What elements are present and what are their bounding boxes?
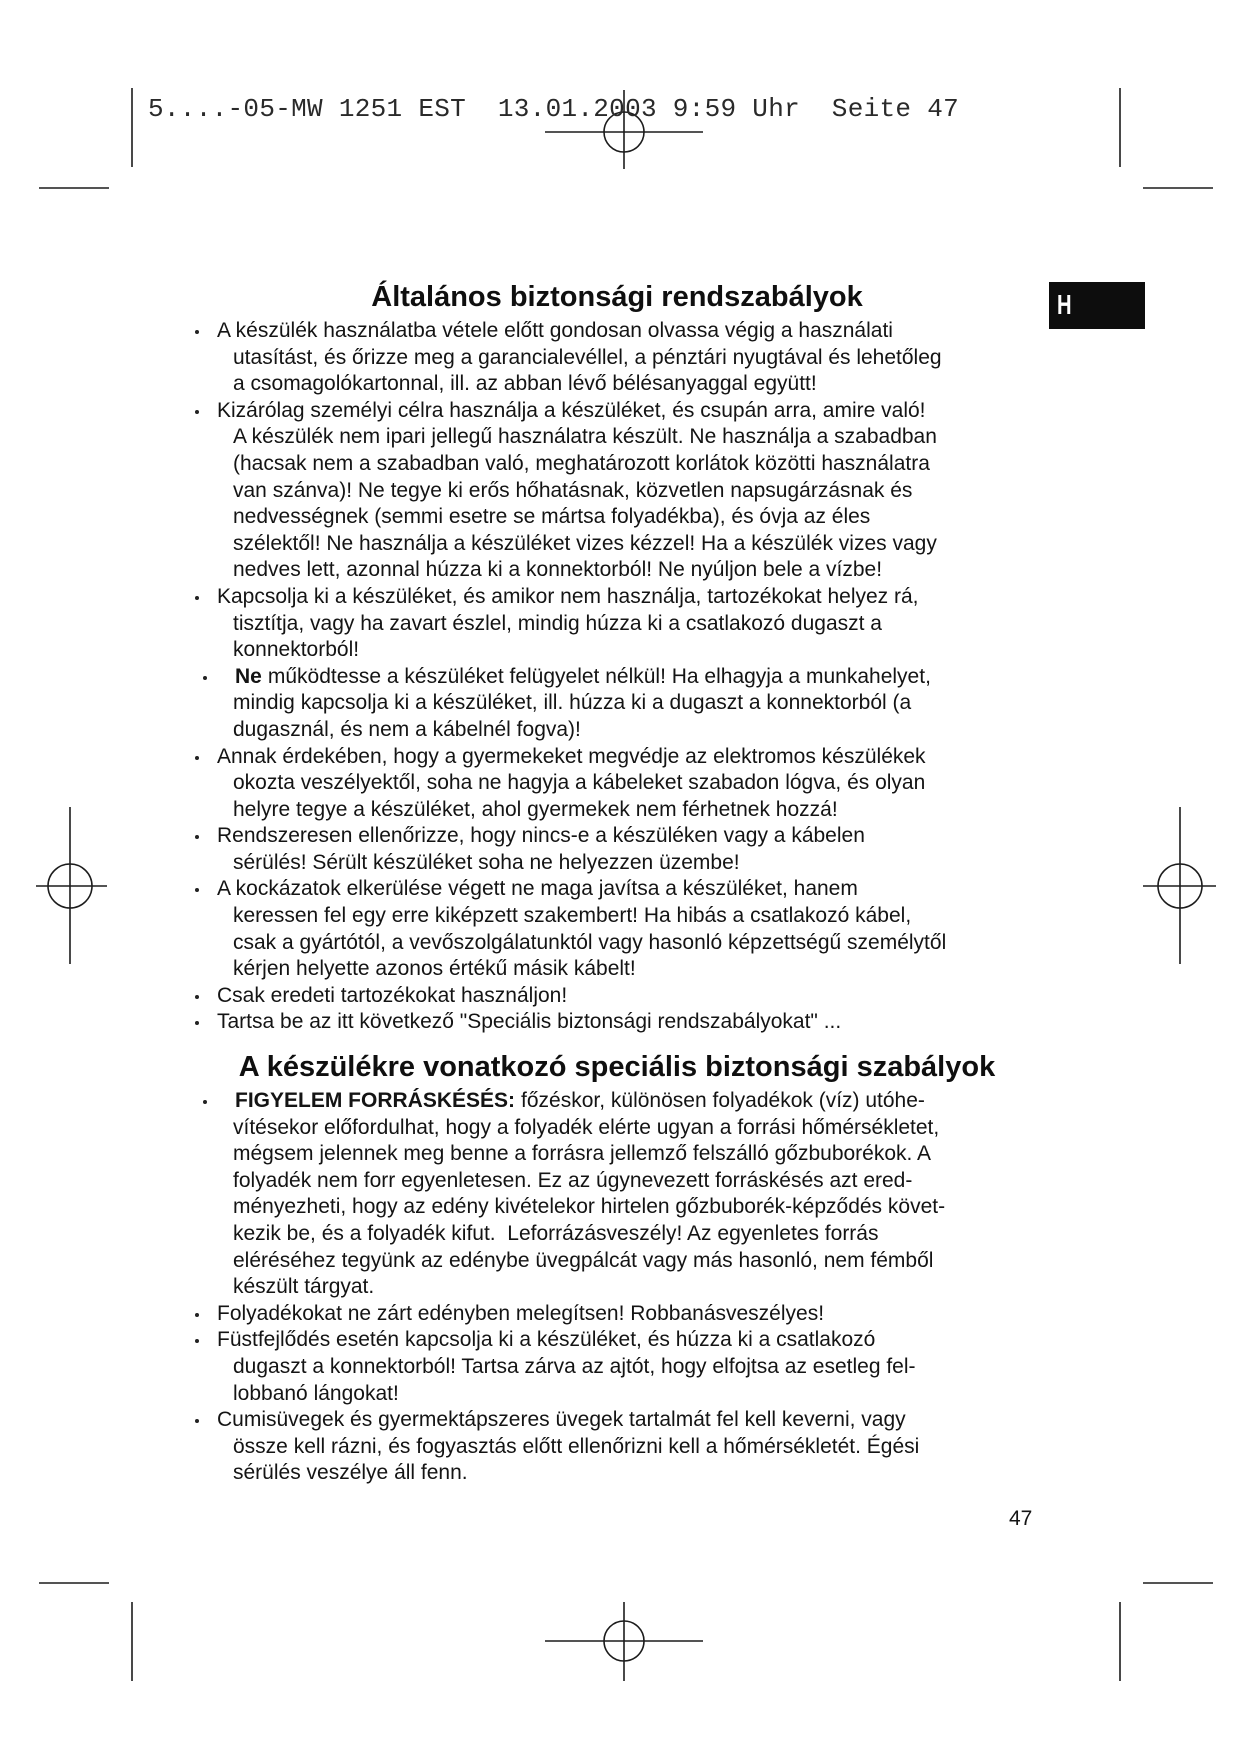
bullet-item [0, 823, 1241, 876]
line-text: keressen fel egy erre kiképzett szakembert! Ha hibás a csatlakozó kábel, [233, 904, 912, 928]
line-text: A készülék nem ipari jellegű használatra készült. Ne használja a szabadban [233, 425, 937, 449]
line-text: utasítást, és őrizze meg a garancialevéllel, a pénztári nyugtával és lehetőleg [233, 345, 942, 369]
bullet-icon [195, 596, 199, 600]
item-first-line [0, 398, 1241, 425]
bullet-item [0, 398, 1241, 584]
bullet-item [0, 1088, 1241, 1301]
item-first-line [0, 1009, 1241, 1036]
bullet-item [0, 584, 1241, 664]
line-text: folyadék nem forr egyenletesen. Ez az úgynevezett forráskésés azt ered- [233, 1168, 913, 1192]
bullet-icon [195, 1419, 199, 1423]
registration-mark-bottom [545, 1602, 703, 1681]
item-first-line [0, 1301, 1241, 1328]
bullet-icon [195, 1313, 199, 1317]
general-safety-list [0, 318, 1241, 1036]
emphasis-lead: FIGYELEM FORRÁSKÉSÉS: [235, 1089, 516, 1112]
line-text: készült tárgyat. [233, 1275, 375, 1299]
line-text: Folyadékokat ne zárt edényben melegítsen! Robbanásveszélyes! [217, 1301, 825, 1325]
bullet-icon [195, 330, 199, 334]
line-text: Csak eredeti tartozékokat használjon! [217, 983, 568, 1007]
bullet-icon [203, 1100, 207, 1104]
bullet-item [0, 983, 1241, 1010]
line-text: dugasznál, és nem a kábelnél fogva)! [233, 717, 581, 741]
line-text: okozta veszélyektől, soha ne hagyja a kábeleket szabadon lógva, és olyan [233, 771, 926, 795]
bullet-icon [195, 410, 199, 414]
print-slug-header: 5....-05-MW 1251 EST 13.01.2003 9:59 Uhr Seite 47 [148, 94, 960, 124]
item-first-line [0, 983, 1241, 1010]
item-first-line [0, 876, 1241, 903]
line-text: kezik be, és a folyadék kifut. Leforrázásveszély! Az egyenletes forrás [233, 1221, 879, 1245]
bullet-item [0, 1301, 1241, 1328]
line-text: sérülés! Sérült készüléket soha ne helyezzen üzembe! [233, 850, 740, 874]
section-title-special-safety: A készülékre vonatkozó speciális biztonsági szabályok [238, 1051, 996, 1083]
line-text: sérülés veszélye áll fenn. [233, 1461, 468, 1485]
line-text: A készülék használatba vétele előtt gondosan olvassa végig a használati [217, 319, 893, 342]
bullet-icon [195, 995, 199, 999]
line-text: eléréséhez tegyünk az edénybe üvegpálcát vagy más hasonló, nem fémből [233, 1248, 934, 1272]
line-text: Füstfejlődés esetén kapcsolja ki a készüléket, és húzza ki a csatlakozó [217, 1328, 876, 1352]
line-text: kérjen helyette azonos értékű másik kábelt! [233, 957, 636, 981]
line-text: össze kell rázni, és fogyasztás előtt ellenőrizni kell a hőmérsékletét. Égési [233, 1434, 920, 1458]
line-text: szélektől! Ne használja a készüléket vizes kézzel! Ha a készülék vizes vagy [233, 531, 937, 555]
line-text: mindig kapcsolja ki a készüléket, ill. húzza ki a dugaszt a konnektorból (a [233, 691, 912, 715]
item-first-line [0, 823, 1241, 850]
line-text: A kockázatok elkerülése végett ne maga javítsa a készüléket, hanem [217, 877, 858, 901]
bullet-icon [195, 1339, 199, 1343]
bullet-item [0, 744, 1241, 824]
bullet-icon [195, 756, 199, 760]
line-text: Tartsa be az itt következő "Speciális biztonsági rendszabályokat" ... [217, 1010, 842, 1034]
line-text: nedves lett, azonnal húzza ki a konnektorból! Ne nyúljon bele a vízbe! [233, 558, 883, 582]
bullet-item [0, 1009, 1241, 1036]
line-text: vítésekor előfordulhat, hogy a folyadék elérte ugyan a forrási hőmérsékletet, [233, 1115, 940, 1139]
bullet-item [0, 664, 1241, 744]
item-first-line [0, 664, 1241, 691]
bullet-item [0, 1327, 1241, 1407]
item-first-line [0, 1407, 1241, 1434]
line-text: (hacsak nem a szabadban való, meghatározott korlátok közötti használatra [233, 451, 930, 475]
item-first-line [0, 744, 1241, 771]
line-text: működtesse a készüléket felügyelet nélkül! Ha elhagyja a munkahelyet, [267, 664, 931, 688]
line-text: nedvességnek (semmi esetre se mártsa folyadékba), és óvja az éles [233, 505, 871, 529]
line-text: Annak érdekében, hogy a gyermekeket megvédje az elektromos készülékek [217, 744, 926, 768]
bullet-icon [195, 1021, 199, 1025]
language-tab-label: H [1057, 289, 1072, 320]
line-text: tisztítja, vagy ha zavart észlel, mindig húzza ki a csatlakozó dugaszt a [233, 611, 882, 635]
item-first-line [0, 1327, 1241, 1354]
line-text: főzéskor, különösen folyadékok (víz) utóhe- [521, 1089, 925, 1112]
line-text: Cumisüvegek és gyermektápszeres üvegek tartalmát fel kell keverni, vagy [217, 1408, 906, 1432]
line-text: van szánva)! Ne tegye ki erős hőhatásnak, közvetlen napsugárzásnak és [233, 478, 913, 502]
emphasis-lead: Ne [235, 664, 262, 688]
line-text: Rendszeresen ellenőrizze, hogy nincs-e a készüléken vagy a kábelen [217, 824, 865, 848]
line-text: Kizárólag személyi célra használja a készüléket, és csupán arra, amire való! [217, 398, 926, 422]
line-text: ményezheti, hogy az edény kivételekor hirtelen gőzbuborék-képződés követ- [233, 1195, 946, 1219]
bullet-icon [195, 888, 199, 892]
line-text: csak a gyártótól, a vevőszolgálatunktól vagy hasonló képzettségű személytől [233, 930, 947, 954]
line-text: Kapcsolja ki a készüléket, és amikor nem használja, tartozékokat helyez rá, [217, 584, 919, 608]
bullet-icon [195, 835, 199, 839]
item-first-line [0, 1088, 1241, 1115]
line-text: helyre tegye a készüléket, ahol gyermekek nem férhetnek hozzá! [233, 797, 838, 821]
section-title-general-safety: Általános biztonsági rendszabályok [371, 281, 863, 313]
item-first-line [0, 318, 1241, 345]
bullet-icon [203, 676, 207, 680]
line-text: dugaszt a konnektorból! Tartsa zárva az ajtót, hogy elfojtsa az esetleg fel- [233, 1354, 916, 1378]
page-number: 47 [1009, 1507, 1033, 1530]
item-first-line [0, 584, 1241, 611]
bullet-item [0, 876, 1241, 982]
bullet-item [0, 318, 1241, 398]
line-text: konnektorból! [233, 638, 360, 662]
bullet-item [0, 1407, 1241, 1487]
special-safety-list [0, 1088, 1241, 1487]
line-text: mégsem jelennek meg benne a forrásra jellemző felszálló gőzbuborékok. A [233, 1142, 932, 1166]
line-text: lobbanó lángokat! [233, 1381, 399, 1405]
line-text: a csomagolókartonnal, ill. az abban lévő bélésanyaggal együtt! [233, 372, 817, 396]
